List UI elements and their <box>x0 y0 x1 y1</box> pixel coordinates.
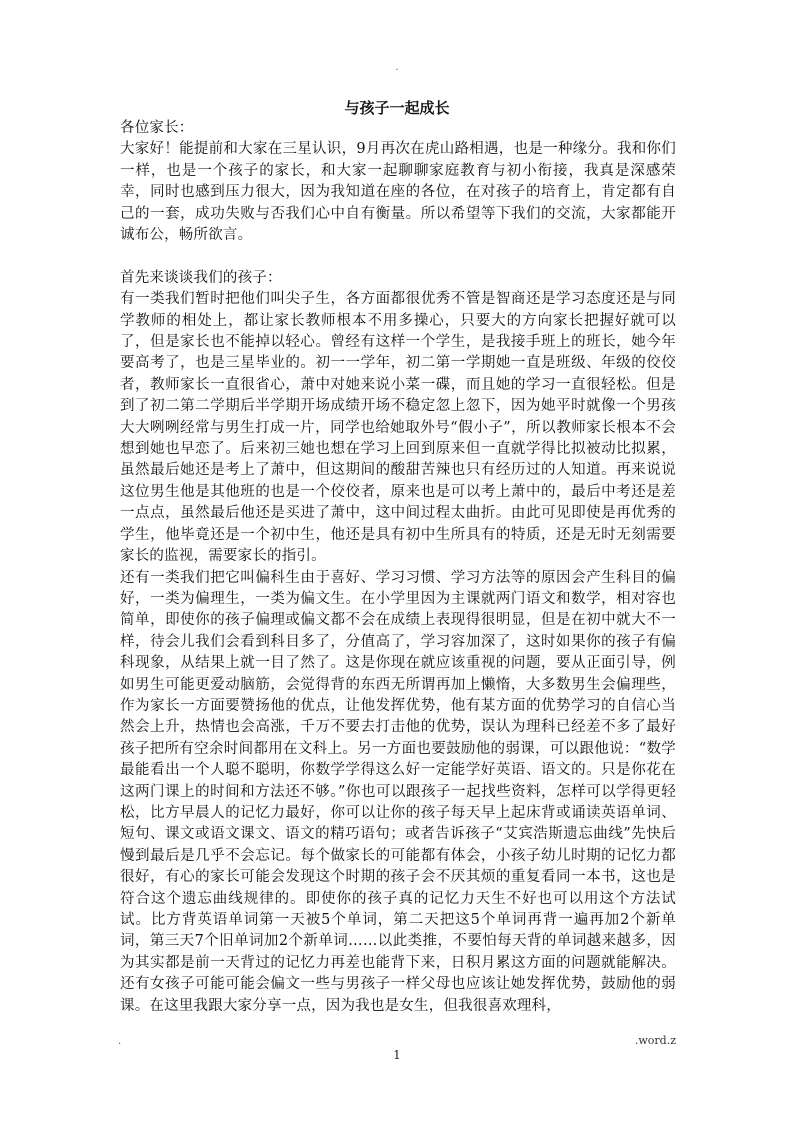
paragraph-intro: 大家好！能提前和大家在三星认识，9月再次在虎山路相遇，也是一种缘分。我和你们一样，也是一个孩子的家长，和大家一起聊聊家庭教育与初小衔接，我真是深感荣幸，同时也感到压力很大，因为我知道在座的各位，在对孩子的培育上，肯定都有自己的一套，成功失败与否我们心中自有衡量。所以希望等下我们的交流，大家都能开诚布公，畅所欲言。 <box>120 141 676 244</box>
paragraph-partial-students: 还有一类我们把它叫偏科生由于喜好、学习习惯、学习方法等的原因会产生科目的偏好，一类为偏理生，一类为偏文生。在小学里因为主课就两门语文和数学，相对容也简单，即使你的孩子偏理或偏文都不会在成绩上表现得很明显，但是在初中就大不一样，待会儿我们会看到科目多了，分值高了，学习容加深了，这时如果你的孩子有偏科现象，从结果上就一目了然了。这是你现在就应该重视的问题，要从正面引导，例如男生可能更爱动脑筋，会觉得背的东西无所谓再加上懒惰，大多数男生会偏理些，作为家长一方面要赞扬他的优点，让他发挥优势，他有某方面的优势学习的自信心当然会上升，热情也会高涨，千万不要去打击他的优势，误认为理科已经差不多了最好孩子把所有空余时间都用在文科上。另一方面也要鼓励他的弱课，可以跟他说：“数学最能看出一个人聪不聪明，你数学学得这么好一定能学好英语、语文的。只是你花在这两门课上的时间和方法还不够。”你也可以跟孩子一起找些资料，怎样可以学得更轻松，比方早晨人的记忆力最好，你可以让你的孩子每天早上起床背或诵读英语单词、短句、课文或语文课文、语文的精巧语句；或者告诉孩子“艾宾浩斯遗忘曲线”先快后慢到最后是几乎不会忘记。每个做家长的可能都有体会，小孩子幼儿时期的记忆力都很好，有心的家长可能会发现这个时期的孩子会不厌其烦的重复看同一本书，这也是符合这个遗忘曲线规律的。即使你的孩子真的记忆力天生不好也可以用这个方法试试。比方背英语单词第一天被5个单词，第二天把这5个单词再背一遍再加2个新单词，第三天7个旧单词加2个新单词……以此类推，不要怕每天背的单词越来越多，因为其实都是前一天背过的记忆力再差也能背下来，日积月累这方面的问题就能解决。还有女孩子可能可能会偏文一些与男孩子一样父母也应该让她发挥优势，鼓励他的弱课。在这里我跟大家分享一点，因为我也是女生，但我很喜欢理科， <box>120 569 676 1014</box>
page-number: 1 <box>393 1048 401 1062</box>
footer-right-text: .word.z <box>634 1034 676 1047</box>
document-body <box>120 118 676 1017</box>
blank-line <box>120 246 676 267</box>
footer-left-mark: . <box>118 1036 122 1047</box>
header-mark: . <box>395 62 399 73</box>
section-heading: 首先来谈谈我们的孩子： <box>120 269 282 286</box>
salutation: 各位家长： <box>120 120 194 136</box>
document-title: 与孩子一起成长 <box>344 99 450 117</box>
paragraph-top-students: 有一类我们暂时把他们叫尖子生，各方面都很优秀不管是智商还是学习态度还是与同学教师的相处上，都让家长教师根本不用多操心，只要大的方向家长把握好就可以了，但是家长也不能掉以轻心。曾经有这样一个学生，是我接手班上的班长，她今年要高考了，也是三星毕业的。初一一学年，初二第一学期她一直是班级、年级的佼佼者，教师家长一直很省心，萧中对她来说小菜一碟，而且她的学习一直很轻松。但是到了初二第二学期后半学期开场成绩开场不稳定忽上忽下，因为她平时就像一个男孩大大咧咧经常与男生打成一片，同学也给她取外号“假小子”，所以教师家长根本不会想到她也早恋了。后来初三她也想在学习上回到原来但一直就学得比拟被动比拟累，虽然最后她还是考上了萧中，但这期间的酸甜苦辣也只有经历过的人知道。再来说说这位男生他是其他班的也是一个佼佼者，原来也是可以考上萧中的，最后中考还是差一点点，虽然最后他还是买进了萧中，这中间过程太曲折。由此可见即使是再优秀的学生，他毕竟还是一个初中生，他还是具有初中生所具有的特质，还是无时无刻需要家长的监视，需要家长的指引。 <box>120 291 676 565</box>
